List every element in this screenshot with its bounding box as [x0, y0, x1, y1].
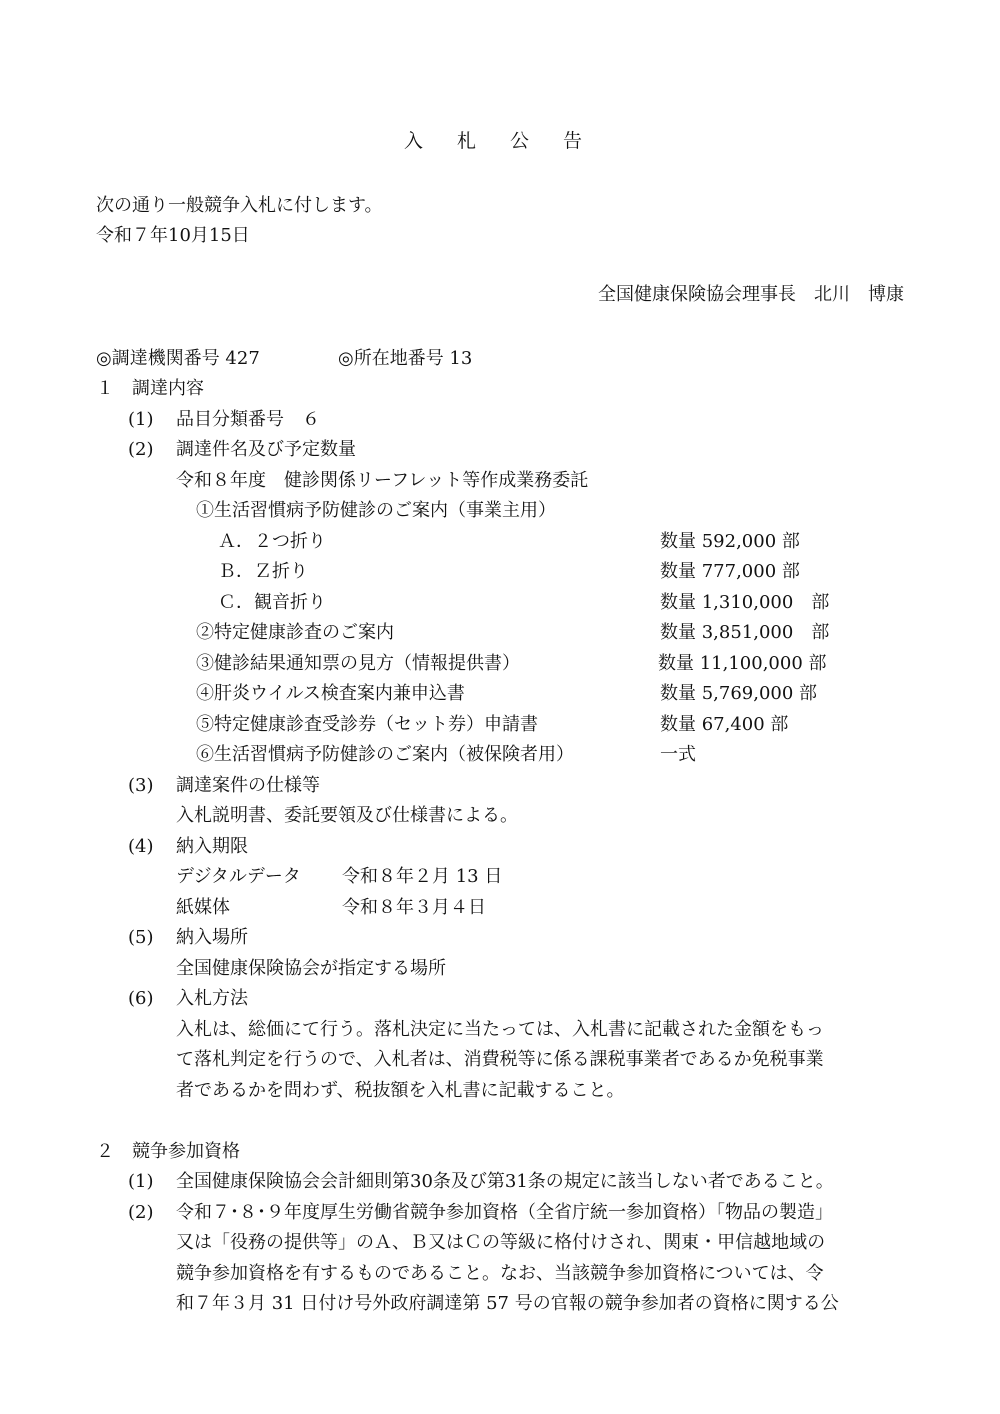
delivery-place: 全国健康保険協会が指定する場所: [176, 958, 446, 979]
delivery-type: デジタルデータ: [176, 866, 301, 887]
item-number: (3): [128, 775, 154, 796]
item-label: 調達件名及び予定数量: [176, 439, 356, 460]
product-name: ④肝炎ウイルス検査案内兼申込書: [196, 683, 465, 704]
product-name: Ｃ．観音折り: [218, 592, 326, 613]
item-number: (5): [128, 927, 154, 948]
qualification-text: 競争参加資格を有するものであること。なお、当該競争参加資格については、令: [176, 1263, 824, 1284]
product-quantity: 数量 11,100,000 部: [658, 653, 827, 674]
item-number: (1): [128, 409, 154, 430]
product-name: ②特定健康診査のご案内: [196, 622, 394, 643]
section1-heading: １ 調達内容: [96, 378, 204, 399]
procurement-subject: 令和８年度 健診関係リーフレット等作成業務委託: [176, 470, 589, 491]
notice-title: 入 札 公 告: [403, 130, 597, 152]
delivery-date: 令和８年２月 13 日: [342, 866, 503, 887]
item-label: 調達案件の仕様等: [176, 775, 320, 796]
qualification-text: 令和７･８･９年度厚生労働省競争参加資格（全省庁統一参加資格）｢物品の製造｣: [176, 1202, 824, 1223]
intro-text: 次の通り一般競争入札に付します。: [96, 195, 383, 216]
item-number: (4): [128, 836, 154, 857]
product-quantity: 数量 5,769,000 部: [660, 683, 818, 704]
item-label: 納入場所: [176, 927, 248, 948]
classification-number: 品目分類番号 ６: [176, 409, 320, 430]
signatory: 全国健康保険協会理事長 北川 博康: [598, 284, 904, 305]
product-name: ⑤特定健康診査受診券（セット券）申請書: [196, 714, 538, 735]
product-name: ③健診結果通知票の見方（情報提供書）: [196, 653, 520, 674]
qualification-text: 全国健康保険協会会計細則第30条及び第31条の規定に該当しない者であること。: [176, 1171, 834, 1192]
item-label: 納入期限: [176, 836, 248, 857]
product-quantity: 数量 1,310,000 部: [660, 592, 830, 613]
qualification-text: 又は「役務の提供等」のＡ、Ｂ又はＣの等級に格付けされ、関東・甲信越地域の: [176, 1232, 826, 1253]
product-name: Ａ．２つ折り: [218, 531, 326, 552]
product-quantity: 数量 777,000 部: [660, 561, 800, 582]
item-number: (6): [128, 988, 154, 1009]
product-name: ①生活習慣病予防健診のご案内（事業主用）: [196, 500, 556, 521]
product-name: ⑥生活習慣病予防健診のご案内（被保険者用）: [196, 744, 574, 765]
bid-method-text: 入札は、総価にて行う。落札決定に当たっては、入札書に記載された金額をもっ: [176, 1019, 824, 1040]
product-quantity: 数量 67,400 部: [660, 714, 789, 735]
product-name: Ｂ．Ｚ折り: [218, 561, 308, 582]
item-number: (2): [128, 1202, 154, 1223]
bid-method-text: て落札判定を行うので、入札者は、消費税等に係る課税事業者であるか免税事業: [176, 1049, 824, 1070]
spec-text: 入札説明書、委託要領及び仕様書による。: [176, 805, 518, 826]
delivery-date: 令和８年３月４日: [342, 897, 486, 918]
product-quantity: 一式: [660, 744, 696, 765]
product-quantity: 数量 3,851,000 部: [660, 622, 830, 643]
section2-heading: ２ 競争参加資格: [96, 1141, 240, 1162]
notice-date: 令和７年10月15日: [96, 225, 250, 246]
item-number: (1): [128, 1171, 154, 1192]
product-quantity: 数量 592,000 部: [660, 531, 800, 552]
location-number: ◎所在地番号 13: [338, 348, 473, 369]
agency-number: ◎調達機関番号 427: [96, 348, 260, 369]
qualification-text: 和７年３月 31 日付け号外政府調達第 57 号の官報の競争参加者の資格に関する公: [176, 1293, 839, 1314]
item-number: (2): [128, 439, 154, 460]
item-label: 入札方法: [176, 988, 248, 1009]
bid-method-text: 者であるかを問わず、税抜額を入札書に記載すること。: [176, 1080, 625, 1101]
delivery-type: 紙媒体: [176, 897, 230, 918]
